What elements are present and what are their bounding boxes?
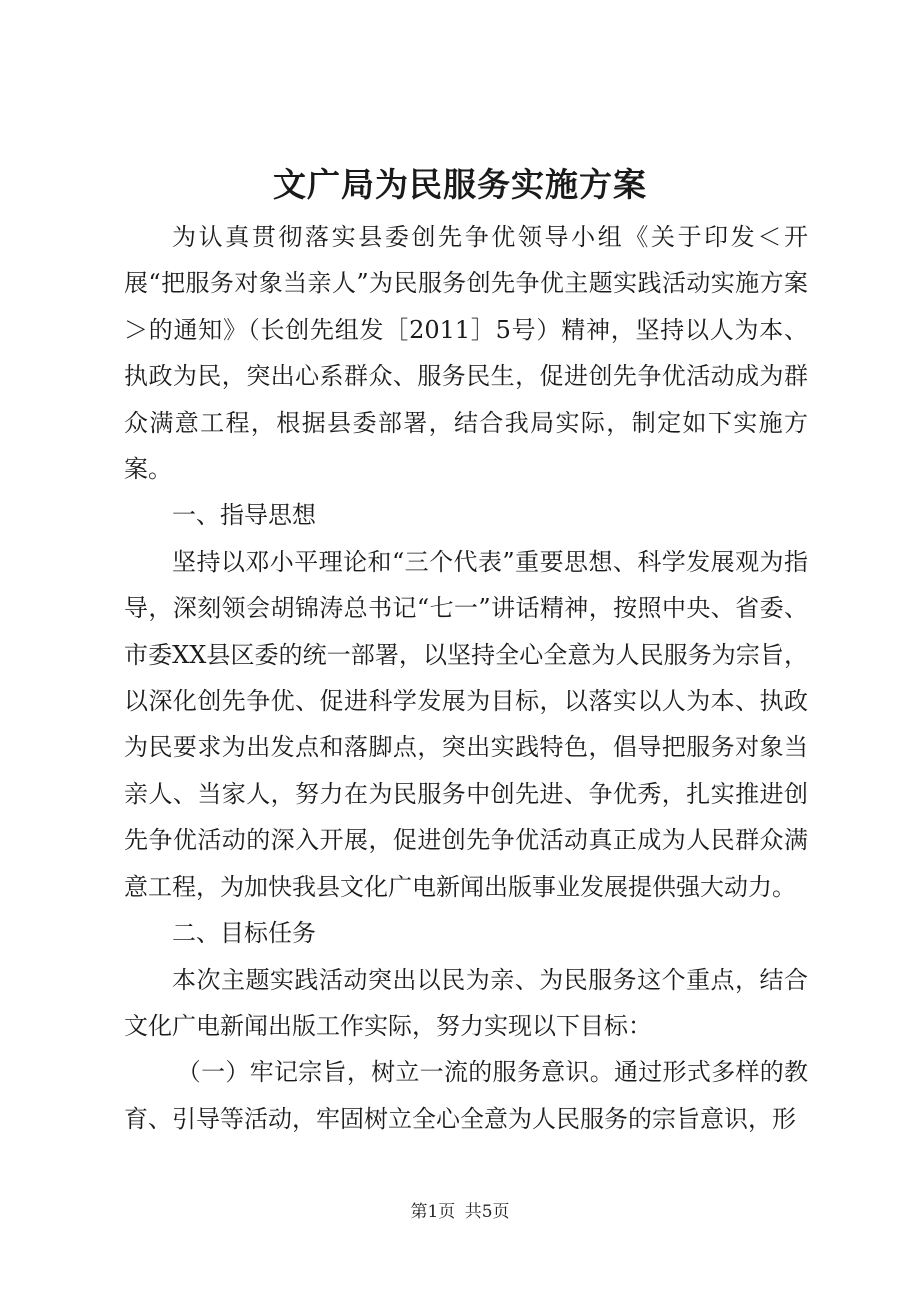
section-heading-goals: 二、目标任务 <box>172 919 316 948</box>
document-title: 文广局为民服务实施方案 <box>273 165 647 204</box>
page-number: 第1页 <box>410 1202 456 1222</box>
goals-paragraph: 本次主题实践活动突出以民为亲、为民服务这个重点，结合文化广电新闻出版工作实际，努力实现以下目标： <box>124 965 808 1040</box>
page-total: 共5页 <box>464 1202 510 1222</box>
section-heading-guiding-thought: 一、指导思想 <box>172 501 316 530</box>
guiding-thought-paragraph: 坚持以邓小平理论和“三个代表”重要思想、科学发展观为指导，深刻领会胡锦涛总书记“七一”讲话精神，按照中央、省委、市委XX县区委的统一部署，以坚持全心全意为人民服务为宗旨，以深化创先争优、促进科学发展为目标，以落实以人为本、执政为民要求为出发点和落脚点，突出实践特色，倡导把服务对象当亲人、当家人，努力在为民服务中创先进、争优秀，扎实推进创先争优活动的深入开展，促进创先争优活动真正成为人民群众满意工程，为加快我县文化广电新闻出版事业发展提供强大动力。 <box>124 547 808 901</box>
goal-item-1-paragraph: （一）牢记宗旨，树立一流的服务意识。通过形式多样的教育、引导等活动，牢固树立全心全意为人民服务的宗旨意识，形 <box>124 1058 808 1133</box>
intro-paragraph: 为认真贯彻落实县委创先争优领导小组《关于印发＜开展“把服务对象当亲人”为民服务创先争优主题实践活动实施方案＞的通知》（长创先组发［2011］5号）精神，坚持以人为本、执政为民，突出心系群众、服务民生，促进创先争优活动成为群众满意工程，根据县委部署，结合我局实际，制定如下实施方案。 <box>124 223 808 484</box>
page-footer <box>0 1198 920 1226</box>
document-body <box>124 214 808 1142</box>
